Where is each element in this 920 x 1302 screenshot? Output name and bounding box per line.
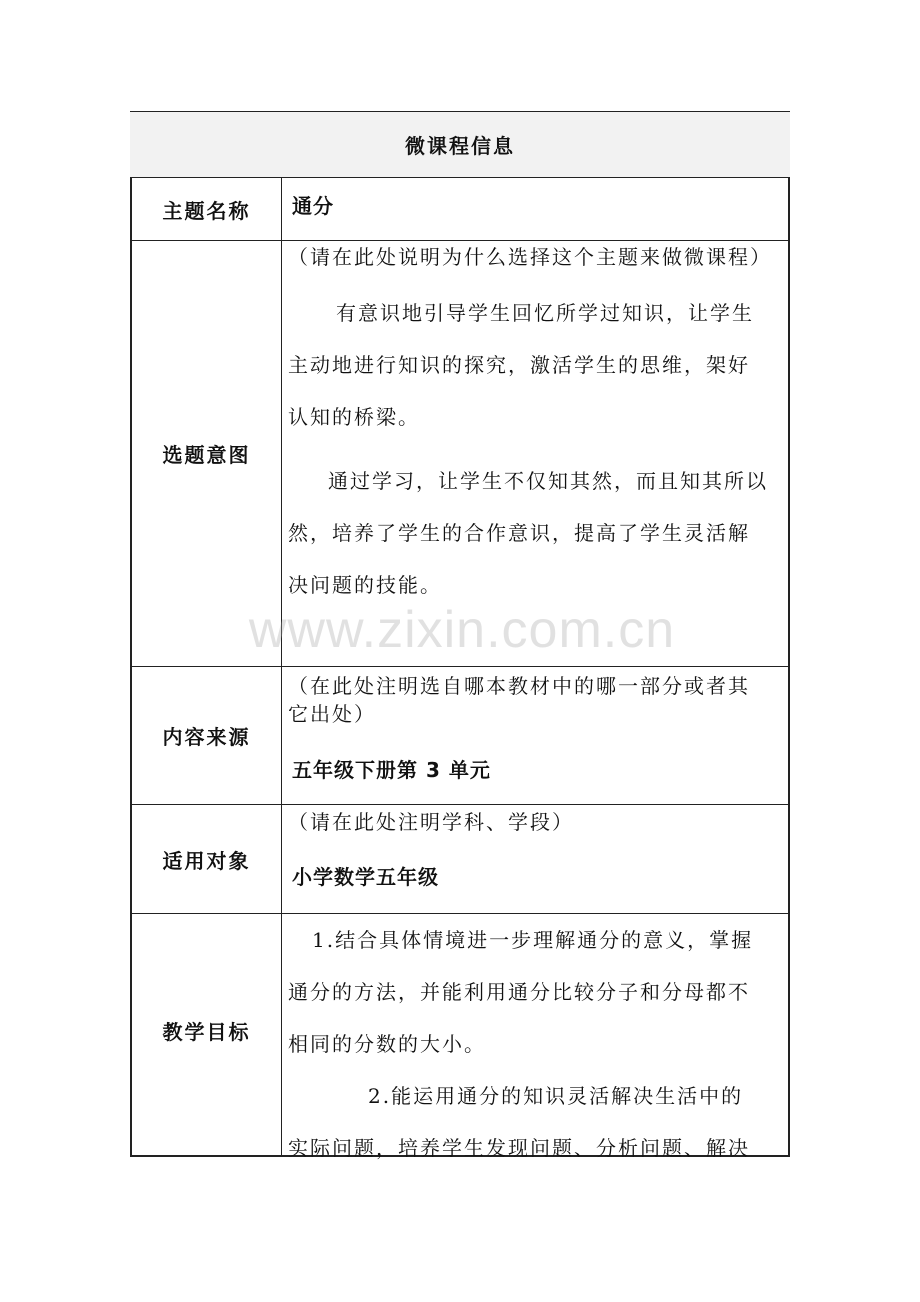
intent-paragraph-1-line-1: 有意识地引导学生回忆所学过知识，让学生 <box>336 301 754 325</box>
intent-paragraph-2-line-2: 然，培养了学生的合作意识，提高了学生灵活解 <box>288 521 750 545</box>
topic-label: 主题名称 <box>162 198 251 223</box>
intent-paragraph-1-line-3: 认知的桥梁。 <box>288 405 420 429</box>
intent-content <box>288 243 782 611</box>
goal-2-line-1: 2.能运用通分的知识灵活解决生活中的 <box>368 1084 744 1108</box>
audience-value: 小学数学五年级 <box>292 865 439 889</box>
source-note-line-2: 它出处） <box>288 702 376 726</box>
source-content <box>288 672 782 783</box>
source-note-line-1: （在此处注明选自哪本教材中的哪一部分或者其 <box>288 674 750 698</box>
intent-note: （请在此处说明为什么选择这个主题来做微课程） <box>288 245 772 269</box>
goal-1-line-3: 相同的分数的大小。 <box>288 1032 486 1056</box>
intent-label: 选题意图 <box>162 443 251 467</box>
table-title: 微课程信息 <box>405 134 515 158</box>
audience-label: 适用对象 <box>162 848 251 873</box>
goal-1-line-2: 通分的方法，并能利用通分比较分子和分母都不 <box>288 980 750 1004</box>
goal-2-line-2: 实际问题，培养学生发现问题、分析问题、解决 <box>288 1136 750 1160</box>
goal-1-line-1: 1.结合具体情境进一步理解通分的意义，掌握 <box>312 928 754 952</box>
watermark: www.zixin.com.cn <box>248 601 676 659</box>
source-value: 五年级下册第 3 单元 <box>292 758 491 782</box>
intent-paragraph-2-line-1: 通过学习，让学生不仅知其然，而且知其所以 <box>328 469 768 493</box>
audience-content <box>288 808 782 890</box>
intent-paragraph-2-line-3: 决问题的技能。 <box>288 573 442 597</box>
intent-paragraph-1-line-2: 主动地进行知识的探究，激活学生的思维，架好 <box>288 353 750 377</box>
goals-content <box>288 914 782 1174</box>
source-label: 内容来源 <box>162 725 251 749</box>
table-title-row <box>130 112 790 177</box>
audience-note: （请在此处注明学科、学段） <box>288 810 574 834</box>
goals-label: 教学目标 <box>162 1019 251 1044</box>
topic-value: 通分 <box>292 194 334 218</box>
table-right-border <box>788 111 790 1157</box>
